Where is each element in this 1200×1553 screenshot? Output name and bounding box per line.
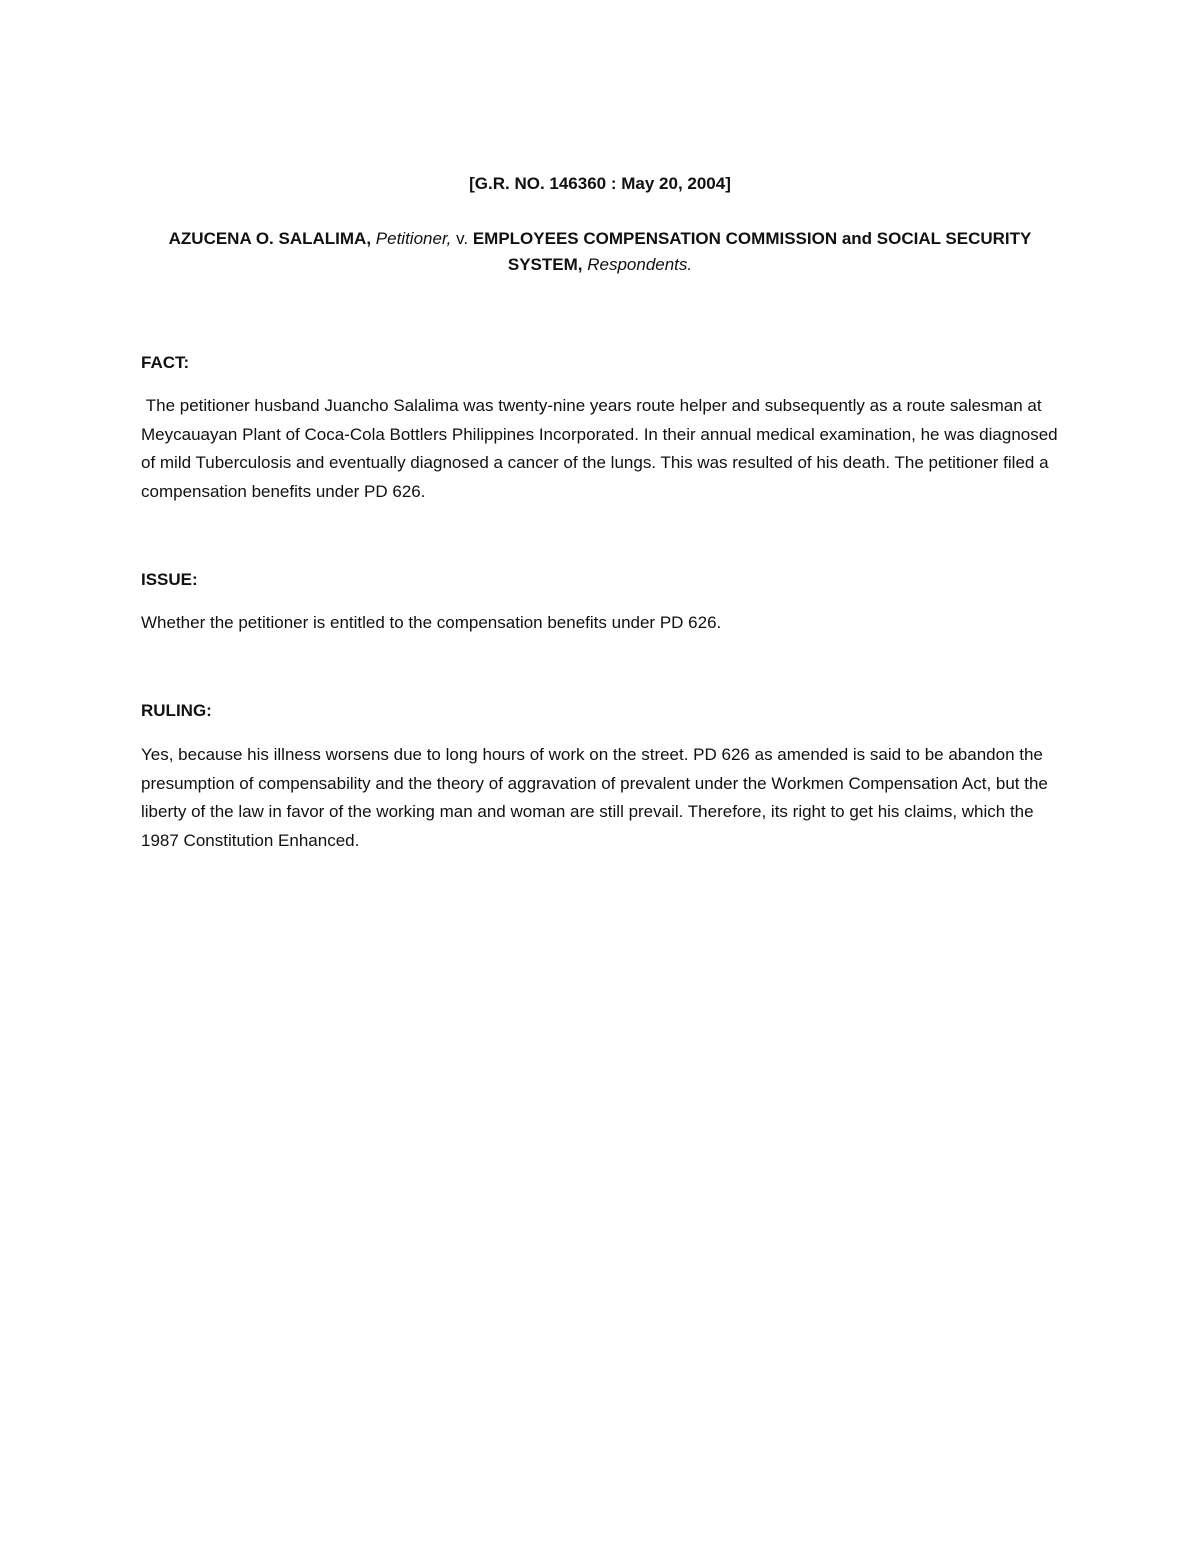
fact-paragraph: The petitioner husband Juancho Salalima was twenty-nine years route helper and subsequently as a route salesman at Meycauayan Plant of Coca-Cola Bottlers Philippines Incorporated. In their annual medical examination, he was diagnosed of mild Tuberculosis and eventually diagnosed a cancer of the lungs. This was resulted of his death. The petitioner filed a compensation benefits under PD 626. bbox=[141, 396, 1063, 501]
case-number: [G.R. NO. 146360 : May 20, 2004] bbox=[469, 174, 731, 193]
versus-label: v. bbox=[456, 229, 469, 248]
petitioner-role: Petitioner, bbox=[375, 229, 452, 248]
ruling-heading: RULING: bbox=[141, 701, 212, 720]
issue-paragraph: Whether the petitioner is entitled to the compensation benefits under PD 626. bbox=[141, 613, 722, 632]
issue-heading: ISSUE: bbox=[141, 570, 198, 589]
respondents-name-continued: SYSTEM, bbox=[507, 255, 583, 274]
ruling-paragraph: Yes, because his illness worsens due to long hours of work on the street. PD 626 as amended is said to be abandon the presumption of compensability and the theory of aggravation of prevalent under the Workmen Compensation Act, but the liberty of the law in favor of the working man and woman are still prevail. Therefore, its right to get his claims, which the 1987 Constitution Enhanced. bbox=[141, 745, 1053, 850]
respondents-name: EMPLOYEES COMPENSATION COMMISSION and SOCIAL SECURITY bbox=[472, 229, 1032, 248]
case-parties bbox=[128, 226, 1072, 278]
petitioner-name: AZUCENA O. SALALIMA, bbox=[168, 229, 372, 248]
respondents-role: Respondents. bbox=[587, 255, 693, 274]
fact-heading: FACT: bbox=[141, 353, 190, 372]
